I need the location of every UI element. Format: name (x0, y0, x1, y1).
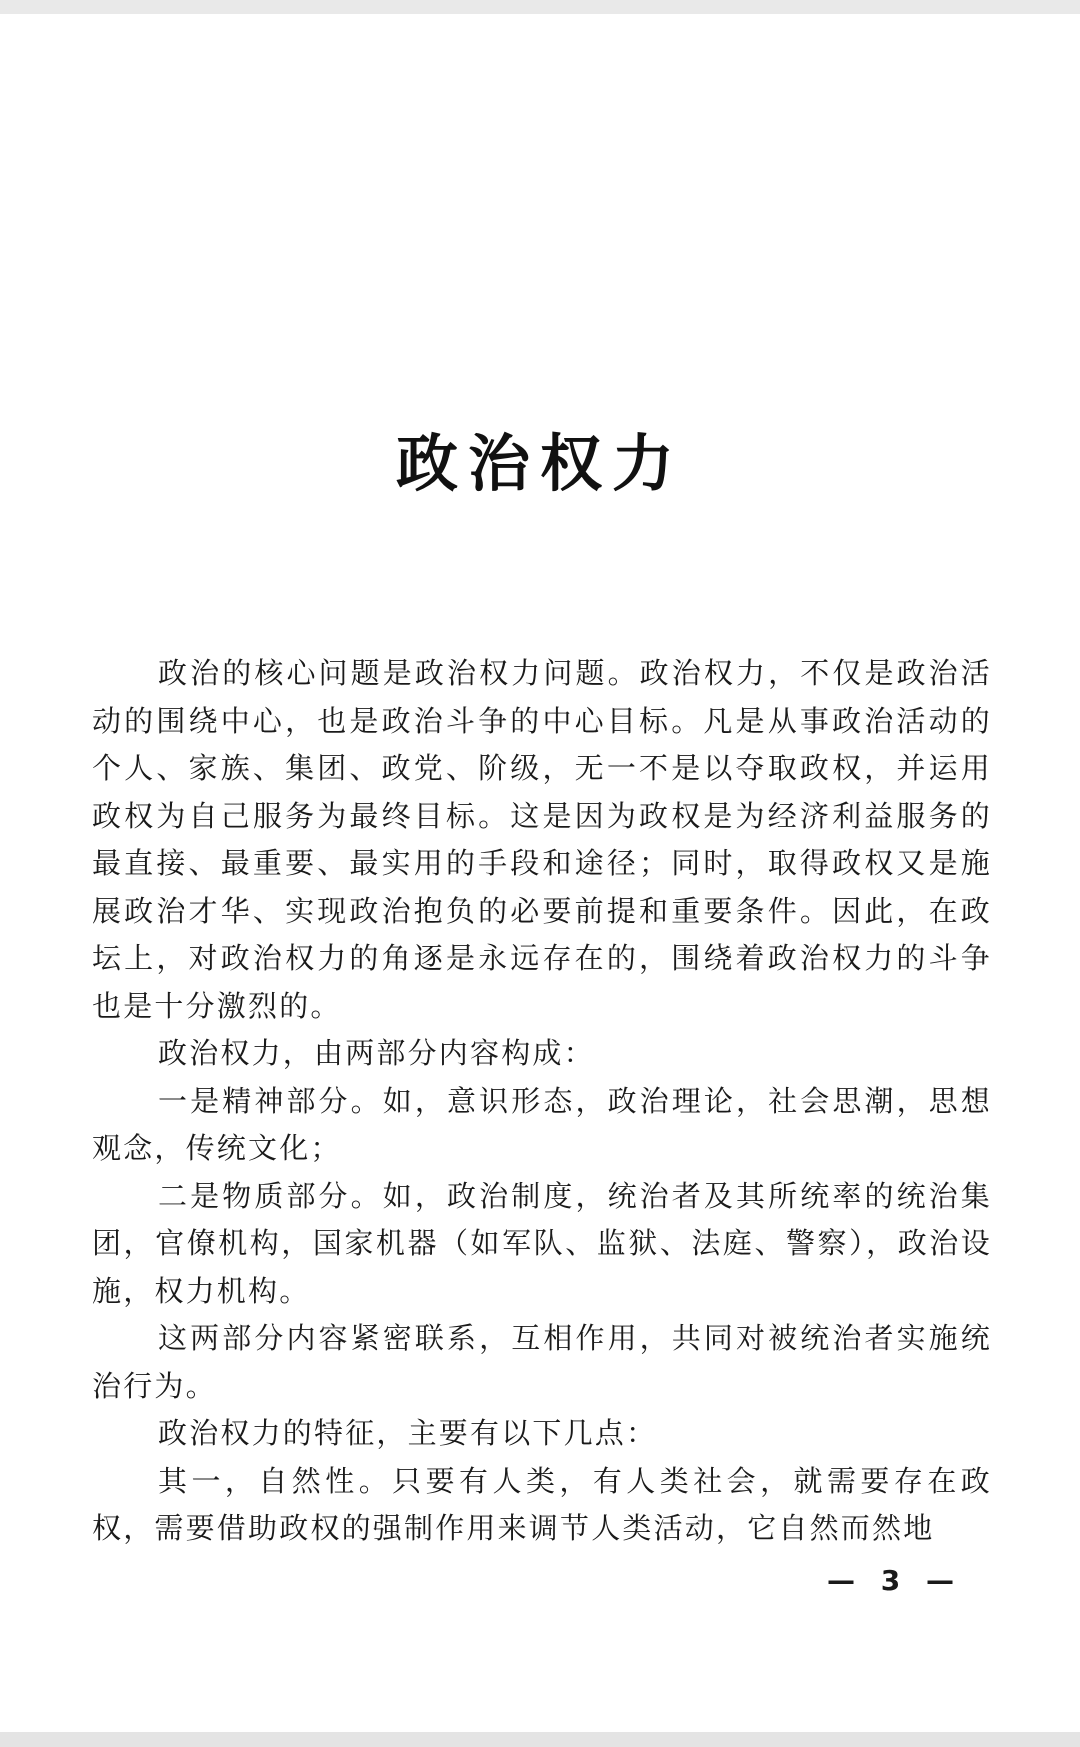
paragraph: 一是精神部分。如，意识形态，政治理论，社会思潮，思想观念，传统文化； (92, 1083, 992, 1165)
paragraph: 政治权力的特征，主要有以下几点： (158, 1416, 658, 1450)
bottom-margin-bar (0, 1732, 1080, 1747)
body-text (92, 650, 992, 1553)
book-page (0, 14, 1080, 1732)
paragraph: 这两部分内容紧密联系，互相作用，共同对被统治者实施统治行为。 (92, 1321, 992, 1403)
paragraph: 其一，自然性。只要有人类，有人类社会，就需要存在政权，需要借助政权的强制作用来调节人类活动，它自然而然地 (92, 1463, 992, 1545)
chapter-title: 政治权力 (395, 427, 684, 500)
paragraph: 二是物质部分。如，政治制度，统治者及其所统率的统治集团，官僚机构，国家机器（如军队、监狱、法庭、警察），政治设施，权力机构。 (92, 1178, 992, 1308)
paragraph: 政治的核心问题是政治权力问题。政治权力，不仅是政治活动的围绕中心，也是政治斗争的中心目标。凡是从事政治活动的个人、家族、集团、政党、阶级，无一不是以夺取政权，并运用政权为自己服务为最终目标。这是因为政权是为经济利益服务的最直接、最重要、最实用的手段和途径；同时，取得政权又是施展政治才华、实现政治抱负的必要前提和重要条件。因此，在政坛上，对政治权力的角逐是永远存在的，围绕着政治权力的斗争也是十分激烈的。 (92, 656, 992, 1023)
page-number: — 3 — (827, 1564, 962, 1597)
paragraph: 政治权力，由两部分内容构成： (158, 1036, 595, 1070)
